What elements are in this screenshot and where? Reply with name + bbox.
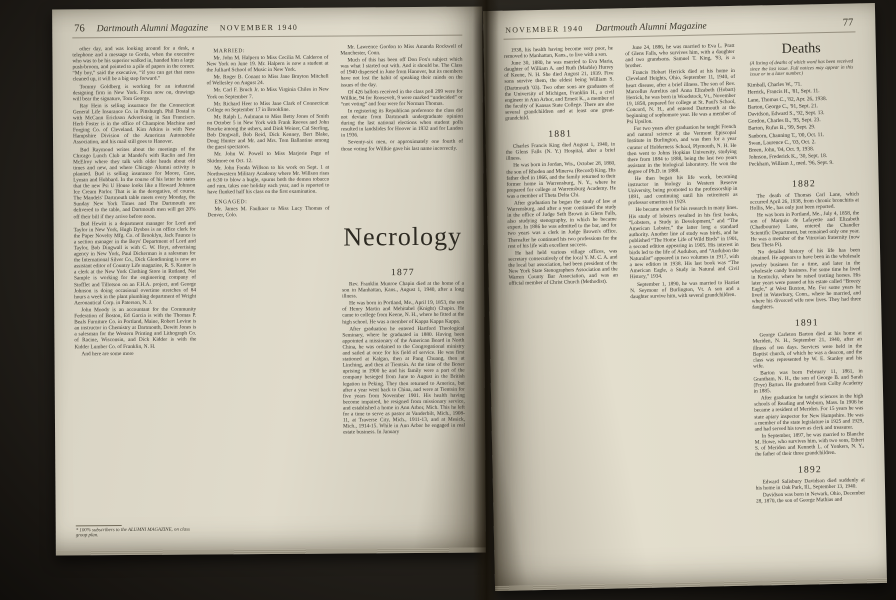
necrology-section-1891	[752, 310, 864, 459]
obituary-barton	[752, 331, 864, 458]
paragraph: And here are some more	[81, 350, 134, 357]
page-number-left: 76	[74, 23, 85, 35]
death-entry: Peckham, William J., med. '96, Sept. 9.	[748, 160, 834, 168]
obituary-herrick	[625, 43, 740, 301]
married-notice: Mr. Ralph L. Aulmann to Miss Betty Jones of Smith on October 5 in New York with Frank Reeves and John Rourke among the ushers, and Dink Weiner, Cal Sterling, Bob Dingwall, Bob Reid, Dick Kenney, Bert Blake, Doug Hunter and Mr. and Mrs. Tom Ballantine among the guest spectators.	[206, 113, 330, 151]
obituary-chapin	[342, 281, 465, 436]
page-76-header	[72, 21, 462, 39]
page-77-body	[504, 40, 867, 574]
obituary-paragraph: Rev. Franklin Munroe Chapin died at the home of a son in Manhattan, Kans., August 1, 1940, after a long illness.	[342, 280, 465, 300]
header-spacer	[719, 26, 831, 28]
obituary-paragraph: After graduation he began the study of law at Warrensburg, and after a year continued the study in the office of Judge Seth Brown in Glens Falls, also studying stenography, in which he became expert. In 1886 he was admitted to the bar, and for two years was a clerk in Judge Brown's office. Thereafter he continued his two professions for the rest of his life with excellent success.	[507, 198, 618, 250]
page-number-right: 77	[842, 17, 854, 29]
paragraph: Much of this has been off Don Fox's subject which was what I started out with. And it should be. The Class of 1940 dispersed in June from Hanover, but its members have not lost the habit of speaking their minds on the issues of the day.	[340, 56, 463, 89]
obituary-paragraph: September 1, 1890, he was married to Harriet N. Seymour of Burlington, Vt. A son and a daughter survive him, with several grandchildren.	[630, 279, 740, 300]
obituary-paragraph: He was born in Portland, Me., April 19, 1853, the son of Henry Martin and Mehitabel (Knight) Chapin. He came to college from Keene, N. H., where he fitted at the high school. He was a member of Kappa Kappa Kappa.	[342, 299, 465, 326]
obituary-paragraph: He then began his life work, becoming instructor in biology in Western Reserve University, being promoted to the professorship in 1891, and continuing until his retirement as professor emeritus in 1929.	[627, 173, 738, 207]
class-notes-paragraphs	[72, 46, 196, 359]
footnote-rule	[76, 525, 122, 526]
column-spacer	[75, 357, 198, 522]
paragraph: other day, and was looking around for a desk, a telephone and a message to Gorda, when the executive who was to be his superior walked in, handed him a large push-broom, and pointed to a pile of papers in the corner. “My boy,” said the executive, “if you can get that mess cleaned up, it will be a big step forward.”	[72, 45, 195, 83]
class-notes-end	[340, 44, 463, 211]
necrology-section-1881	[505, 121, 618, 288]
obituary-paragraph: After graduation he taught sciences in the high schools of Reading and Woburn, Mass. In 1906 he became a resident of Meriden. For 15 years he was state apiary inspector for New Hampshire. He was a member of the state legislature in 1925 and 1929, and had served his town as clerk and treasurer.	[753, 393, 864, 433]
death-entry: Swan, Laurence C., '03, Oct. 2.	[748, 138, 816, 147]
book-gutter	[473, 0, 499, 600]
paragraph: Ray Hein is selling insurance for the Connecticut General Life Insurance Co. in Pittsburgh. Phil Dostal is with McCann Erickson Advertising in San Francisco. Herb Foster is in the office of Champion Machine and Forging Co. of Cleveland. Kim Atkins is with New Hampshire Division of the American Automobile Association, and his mail still goes to Hanover.	[72, 102, 196, 146]
right-column-1	[504, 45, 624, 574]
married-notice: Mr. Richard Heer to Miss Jane Clark of Connecticut College on September 17 in Brookline.	[206, 100, 329, 114]
issue-date-left: NOVEMBER 1940	[219, 22, 299, 33]
deaths-list	[747, 80, 858, 169]
death-entry: Johnson, Frederick K., '30, Sept. 18.	[748, 153, 828, 161]
necrology-section-1882	[749, 170, 861, 312]
magazine-title-right: Dartmouth Alumni Magazine	[595, 21, 707, 34]
paragraph: Bud Hewitt is a department manager for Lord and Taylor in New York, Hugh Dysbos is an office clerk for the Paper Novelty Mfg. Co. of Brooklyn, Jack Faunce is a section manager in the Boys' Department of Lord and Taylor, Bob Dingwall is with C. W. Hoyt, advertising agency in New York, Paul Dickerman is a salesman for the International Silver Co., Dick Glendinning is now an assistant editor of Country Life magazine, R. S. Kantor is a clerk at the New York Clothing Store in Rutland, Nat Sample is working for the engineering company of Stofflet and Tillotson on an F.H.A. project, and George Johnson is doing occasional overtime stretches of 84 hours a week in the plant plumbing department of Wright Aeronautical Corp. in Paterson, N. J.	[73, 220, 197, 307]
engaged-notice: Mr. James M. Faulkner to Miss Lucy Thomas of Denver, Colo.	[207, 205, 330, 219]
deaths-note: (A listing of deaths of which word has been received since the last issue. Full notices may appear in this issue or in a later number.)	[749, 59, 854, 78]
obituary-paragraph: After graduation he entered Hartford Theological Seminary, where he graduated in 1880. Having been appointed a missionary of the American Board in North China, he was ordained to the Congregational ministry and sailed at once for his field of service. He was first stationed at Kalgan, then at Pang Chuang, then at Linching, and then at Tientsin. At the time of the Boxer uprising in 1900 he and his family were a part of the company besieged from June to August in the British legation in Peking. They then returned to America, but after a year went back to China, and were at Tientsin for five years from November 1901. His health having become impaired, he resigned from missionary service, and established a home in Ann Arbor, Mich. This he left for a time to serve as pastor at Vanderbilt, Mich., 1908-11, at Traverse City, Mich., 1911-13, and at Mesick, Mich., 1914-15. While in Ann Arbor he engaged in real estate business. In January	[342, 325, 466, 436]
married-notice: Mr. Roger B. Conant to Miss Jane Brayton Mitchell of Wellesley on August 24.	[206, 73, 329, 87]
paragraph: John Moody is an accountant for the Community Federation of Boston, Ed Garcia is with the Thomas P. Beals Furniture Co. in Portland, Maine, Robert Levine is an instructor in Chemistry at Dartmouth, Dewitt Jones is a salesman for the Western Printing and Lithograph Co. of Racine, Wisconsin, and Dick Kidder is with the Kidder Lumber Co. of Franklin, N. H.	[74, 306, 197, 350]
page-76	[52, 7, 486, 556]
year-heading-1881: 1881	[548, 129, 573, 140]
married-notice: Mr. John W. Powell to Miss Marjorie Page of Skidmore on Oct. 12.	[207, 150, 330, 164]
obituary-paragraph: Edward Salisbury Davidson died suddenly at his home in Oak Park, Ill., September 13, 1940.	[755, 477, 865, 492]
obituary-paragraph: Barton was born February 11, 1861, in Grantham, N. H., the son of George B. and Sarah (Frye) Barton. He graduated from Colby Academy in 1885.	[753, 368, 863, 395]
obituary-davidson	[755, 477, 865, 505]
death-entry: Barton, Rufus B., '99, Sept. 29.	[748, 124, 816, 132]
death-entry: Davidson, Edward S., '92, Sept. 13.	[747, 109, 825, 118]
obituary-paragraph: George Carleton Barton died at his home at Meriden, N. H., September 21, 1940, after an illness of ten days. Services were held in the Baptist church, of which he was a deacon, and the class was represented by W. E. Stanley and his wife.	[752, 330, 863, 370]
paragraph: Tommy Goldberg is working for an industrial designing firm in New York. From now on, drawings will bear the signature, Tom George.	[72, 83, 195, 103]
obituary-paragraph: Davidson was born in Newark, Ohio, December 28, 1870, the son of George Mathias and	[755, 490, 866, 506]
page-77-header	[503, 17, 855, 39]
death-entry: Herrick, Francis H., '81, Sept. 11.	[747, 88, 820, 96]
magazine-title-left: Dartmouth Alumni Magazine	[96, 23, 208, 35]
necrology-heading: Necrology	[343, 221, 463, 252]
married-notice: Mr. Carl F. Bruch Jr. to Miss Virginia Chiles in New York on September 7.	[206, 87, 329, 100]
necrology-section-1892	[755, 456, 865, 506]
death-entry: Sanborn, Channing T., '00, Oct. 11.	[748, 131, 825, 140]
year-heading-1882: 1882	[791, 178, 816, 190]
obituary-paragraph: No detailed history of his life has been obtained. He appears to have been in the wholesale jewelry business for a time, and later in the wholesale candy business. For some time he lived in Kentucky, where he raised trotting horses. His later years were passed at his estate called “Breezy Eagle,” at West Buxton, Me. For some years he lived in Waterbury, Conn., where he married, and where his divorced wife now lives. They had three daughters.	[750, 247, 862, 311]
obituary-paragraph: 1938, his health having become very poor, he removed to Manhattan, Kans., to live with a son.	[503, 45, 614, 60]
obituary-paragraph: He was born in Jordan, Wis., October 28, 1860, the son of Rhoden and Minerva (Record) King. His father died in 1866, and the family returned to their former home in Warrensburg, N. Y., where he prepared for college at Warrensburg Academy. He was a member of Theta Delta Chi.	[506, 160, 617, 200]
right-column-3	[746, 40, 866, 569]
obituary-paragraph: For two years after graduation he taught French and natural science at the Vermont Episcopal Institute in Burlington, and was then for a year curator of Holderness School, Plymouth, N. H. He then went to Johns Hopkins University, studying there from 1884 to 1888, being the last two years assistant in the biological laboratory. He won the degree of Ph.D. in 1888.	[626, 124, 737, 176]
footnote: * 100% subscribers to the ALUMNI MAGAZINE, on class group plan.	[75, 527, 190, 539]
left-column-1	[72, 46, 197, 540]
married-notice: Mr. John M. Halpern to Miss Cecilia M. Calderon of New York on June 19. Mr. Halpern is now a student at the Julliard School of Music in New York.	[206, 54, 329, 74]
obituary-paragraph: He became noted for his research in many lines. His study of lobsters resulted in his first books, “Lobsters, a Study in Development,” and “The American Lobster,” the latter long a standard authority. Another line of study was birds, and he published “The Home Life of Wild Birds” in 1901, a second edition appearing in 1905. His interest in birds led to the life of Audubon, and “Audubon the Naturalist” appeared in two volumes in 1917, with a new edition in 1938. His last book was “The American Eagle, a Study in Natural and Civil History,” 1934.	[628, 205, 740, 281]
obituary-king	[506, 142, 618, 287]
paragraph: Mr. Lawrence Gordon to Miss Amanda Rockwell of Manchester, Conn.	[340, 43, 463, 57]
paragraph: Of 426 ballots received in the class poll 299 were for Willkie, 94 for Roosevelt, 9 were marked “undecided” or “not voting” and four were for Norman Thomas.	[340, 88, 463, 108]
issue-date-right: NOVEMBER 1940	[505, 24, 584, 35]
page-77	[483, 3, 887, 591]
married-notices	[206, 55, 329, 197]
obituary-paragraph: Charles Francis King died August 1, 1940, in the Glens Falls (N. Y.) Hospital, after a brief illness.	[505, 141, 616, 163]
year-heading-1892: 1892	[797, 465, 822, 476]
paragraph: Bud Raymond writes about the meetings of the Chicago Lunch Club at Mandel's with Raclin and Jim McElroy where they talk with older heads about old times and new, and where Chicago Alumni activity is planned. Bud is selling insurance for Moore, Case, Lyman and Hubbard. In the course of his letter he states that the new Psi U House looks like a Howard Johnson Ice Cream Parlor. That is in the derogative, of course. The Mandels' Dartmouth table meets every Monday, the Sunday New York Times and The Dartmouth are delivered to the table, and Dartmouth men will get 20% off their bill if they arrive before noon.	[73, 146, 196, 220]
married-label: MARRIED:	[213, 48, 246, 55]
death-entry: Barton, George C., '91, Sept. 21.	[747, 102, 818, 111]
obituary-paragraph: In September, 1897, he was married to Blanche M. Howe, who survives him, with two sons, Ethert S. of Meriden and Kenneth L. of Yonkers, N. Y., the father of their three grandchildren.	[754, 431, 865, 458]
married-notice: Mr. John Fonda Willson to his work on Sept. 1 at Northwestern Military Academy where Mr. Willson rises at 6:30 to blow a bugle, spurns both the demon tobacco and rum, takes one holiday each year, and is reported to have flunked half his class on the first examination.	[207, 164, 330, 196]
right-column-2	[625, 43, 745, 572]
death-entry: Lane, Thomas C., '82, Apr. 26, 1938.	[747, 95, 828, 104]
obituary-paragraph: Francis Hobart Herrick died at his home in Cleveland Heights, Ohio, September 11, 1940, of heart disease, after a brief illness. The son of Rev. Marcellus Aurelius and Anna Elizabeth (Hobart) Herrick, he was born in Woodstock, Vt., November 19, 1858, prepared for college at St. Paul's School, Concord, N. H., and entered Dartmouth at the beginning of sophomore year. He was a member of Psi Upsilon.	[625, 68, 736, 126]
obituary-paragraph: June 24, 1886, he was married to Eva L. Pratt of Glens Falls, who survives him, with a daughter and two grandsons. Samuel T. King, '93, is a brother.	[625, 42, 735, 70]
engaged-label: ENGAGED:	[214, 199, 248, 206]
obituary-paragraph: June 30, 1880, he was married to Eva Maria, daughter of William A. and Ruth (Marble) Hurrey of Keene, N. H. She died August 21, 1939. Five sons survive them, the eldest being William S. (Dartmouth '03). Two other sons are graduates of the University of Michigan, Franklin H., a civil engineer in Ann Arbor, and Ernest K., a member of the faculty of Kansas State College. There are also several grandchildren and at least one great-grandchild.	[504, 58, 615, 122]
engaged-notices	[207, 206, 329, 220]
obituary-paragraph: He had held various village offices, was secretary consecutively of the local Y. M. C. A. and the local bar association, had been president of the New York State Stenographers Association and the Warren County Bar Association, and was an official member of Christ Church (Methodist).	[508, 248, 618, 287]
death-entry: Breen, John, '04, Oct. 9, 1938.	[748, 146, 815, 154]
death-entry: Kimball, Charles W., '71.	[747, 81, 802, 89]
death-entry: Gordon, Charles B., '95, Sept. 23.	[747, 117, 821, 125]
paragraph: In registering its Republican preference the class did not deviate from Dartmouth undergraduate opinion during the last national elections when student polls resulted in landslides for Hoover in 1932 and for Landon in 1936.	[340, 107, 463, 139]
deaths-heading: Deaths	[781, 41, 821, 57]
page-76-body	[72, 44, 465, 540]
left-column-2	[206, 45, 331, 539]
left-column-3	[340, 44, 465, 538]
paragraph: Seventy-six men, or approximately one fourth of those voting for Willkie gave his last name incorrectly.	[341, 139, 464, 152]
obituary-paragraph: The death of Thomas Carl Lane, which occurred April 26, 1938, from chronic bronchitis at Hollis, Me., has only just been reported.	[749, 190, 860, 212]
obituary-paragraph: He was born in Portland, Me., July 4, 1858, the son of Marquis de Lafayette and Elizabeth (Chadbourne) Lane, entered the Chandler Scientific Department, but remained only one year. He was a member of the Vitruvian fraternity (now Beta Theta Pi).	[750, 210, 860, 249]
year-heading-1891: 1891	[794, 318, 819, 330]
obituary-lane	[749, 191, 861, 311]
year-heading-1877: 1877	[391, 267, 415, 279]
obituary-chapin-continued	[504, 45, 615, 122]
necrology-section-1877	[342, 260, 465, 437]
